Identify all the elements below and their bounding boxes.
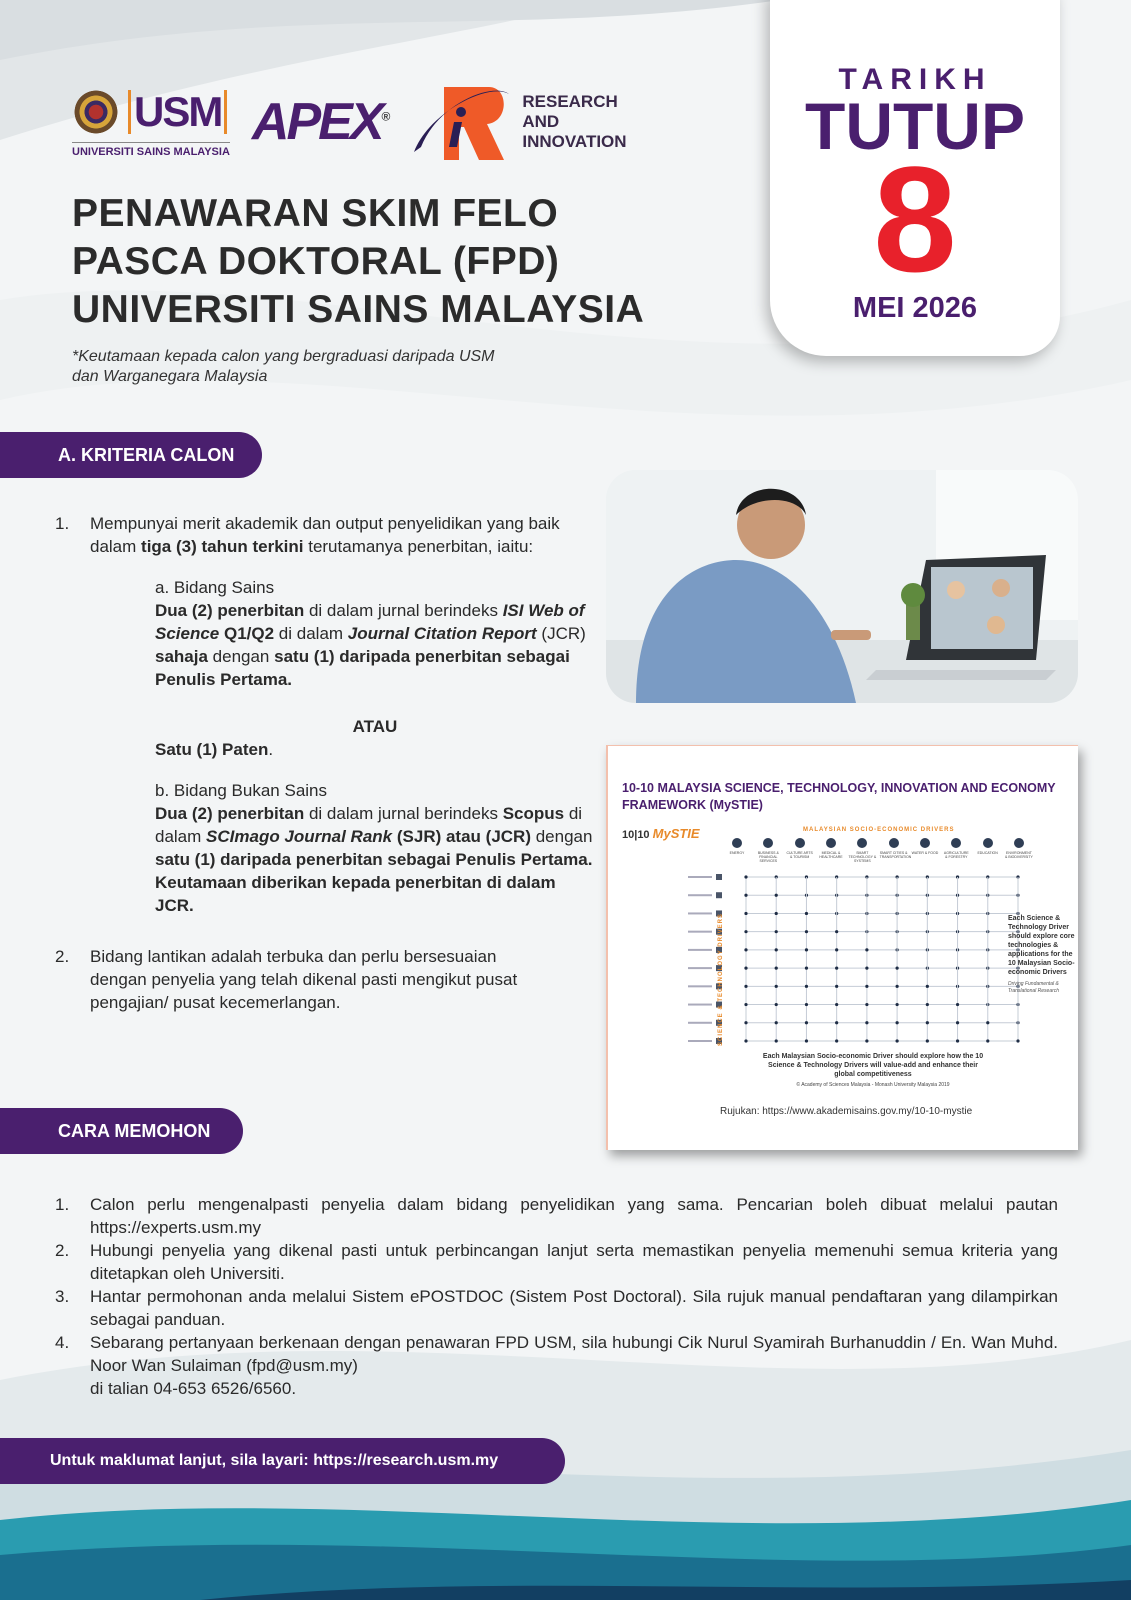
item-text: Hubungi penyelia yang dikenal pasti untuk perbincangan lanjut serta memastikan penyelia memenuhi semua kriteria yang ditetapkan oleh Universiti. [90, 1241, 1058, 1283]
driver-label: SMART CITIES & TRANSPORTATION [879, 851, 912, 859]
st-driver-label [688, 1022, 712, 1024]
grid-node [835, 930, 838, 933]
subheading: b. Bidang Bukan Sains [155, 781, 328, 800]
item-number: 1. [55, 1195, 70, 1214]
list-item [55, 1239, 1058, 1285]
grid-node [926, 985, 929, 988]
st-driver-label [688, 1004, 712, 1006]
grid-node [835, 1003, 838, 1006]
grid-node [896, 985, 899, 988]
st-driver-label [688, 985, 712, 987]
grid-node [775, 1039, 778, 1042]
driver-label: ENERGY [729, 851, 745, 855]
text: dengan [207, 647, 275, 666]
closing-day: 8 [873, 135, 957, 303]
driver-label: AGRICULTURE & FORESTRY [943, 851, 969, 859]
grid-node [835, 1039, 838, 1042]
item-number: 3. [55, 1287, 70, 1306]
logo-bar [72, 82, 627, 162]
grid-node [775, 912, 778, 915]
item-text: Bidang lantikan adalah terbuka dan perlu bersesuaian dengan penyelia yang telah dikenal pasti mengikut pusat pengajian/ pusat kecemerlangan. [90, 947, 518, 1012]
text-bold: Dua (2) penerbitan [155, 601, 305, 620]
grid-node [775, 1021, 778, 1024]
grid-node [744, 948, 747, 951]
text: (JCR) [536, 624, 586, 643]
grid-node [775, 967, 778, 970]
grid-node [835, 985, 838, 988]
drivers-heading: MALAYSIAN SOCIO-ECONOMIC DRIVERS [803, 827, 955, 833]
research-innovation-logo [409, 82, 626, 162]
text-bold: Scopus [502, 804, 565, 823]
footer-banner [0, 1438, 565, 1484]
item-number: 1. [55, 514, 70, 533]
text: dengan [531, 827, 593, 846]
text: di dalam jurnal berindeks [304, 601, 503, 620]
grid-node [926, 1021, 929, 1024]
list-item [55, 1331, 1058, 1400]
grid-node [1016, 1039, 1019, 1042]
grid-node [775, 930, 778, 933]
st-driver-label [688, 949, 712, 951]
closing-label: TARIKH [838, 63, 992, 96]
grid-node [865, 1003, 868, 1006]
st-driver-icon [716, 892, 722, 898]
st-driver-label [688, 931, 712, 933]
list-item [55, 945, 555, 1014]
grid-node [896, 1021, 899, 1024]
grid-node [805, 948, 808, 951]
grid-node [744, 894, 747, 897]
grid-node [835, 967, 838, 970]
driver-label: MEDICAL & HEALTHCARE [819, 851, 843, 859]
note-line: dan Warganegara Malaysia [72, 368, 268, 385]
grid-node [896, 1003, 899, 1006]
item-text: Hantar permohonan anda melalui Sistem ePOSTDOC (Sistem Post Doctoral). Sila rujuk manual pendaftaran yang dilampirkan sebagai panduan. [90, 1287, 1058, 1329]
grid-node [926, 1003, 929, 1006]
text-bold: Q1/Q2 [219, 624, 275, 643]
apply-steps-list [55, 1193, 1058, 1400]
apex-wordmark: APEX [251, 93, 382, 151]
item-text [90, 512, 595, 558]
ri-line: RESEARCH [522, 92, 618, 111]
text-bold: Dua (2) penerbitan [155, 804, 305, 823]
grid-node [865, 967, 868, 970]
driver-label: SMART TECHNOLOGY & SYSTEMS [848, 851, 877, 863]
grid-node [865, 985, 868, 988]
apex-logo [252, 92, 387, 152]
mystie-framework-figure [606, 745, 1078, 1150]
grid-node [956, 1021, 959, 1024]
grid-node [744, 1039, 747, 1042]
grid-node [956, 1003, 959, 1006]
text-bold-italic: Journal Citation Report [347, 624, 537, 643]
priority-note [72, 347, 495, 387]
logo-number: 10|10 [622, 829, 650, 841]
grid-node [744, 1021, 747, 1024]
text: di dalam jurnal berindeks [304, 804, 503, 823]
st-driver-label [688, 967, 712, 969]
grid-node [805, 912, 808, 915]
text-bold: satu (1) daripada penerbitan sebagai Penulis Pertama. Keutamaan diberikan kepada penerbitan di dalam JCR. [155, 850, 593, 915]
grid-node [805, 1003, 808, 1006]
item-text: Sebarang pertanyaan berkenaan dengan penawaran FPD USM, sila hubungi Cik Nurul Syamirah Burhanuddin / En. Wan Muhd. Noor Wan Sulaiman (fpd@usm.my) [90, 1333, 1058, 1375]
text-bold: satu (1) daripada penerbitan sebagai Penulis Pertama. [155, 647, 570, 689]
ri-line: AND [522, 112, 560, 131]
grid-node [805, 985, 808, 988]
text: Mempunyai merit akademik dan output penyelidikan yang baik dalam [90, 514, 560, 556]
grid-node [865, 948, 868, 951]
non-science-field [155, 779, 595, 917]
title-line: PENAWARAN SKIM FELO [72, 192, 559, 235]
grid-node [986, 1021, 989, 1024]
text: di dalam [274, 624, 348, 643]
st-driver-label [688, 876, 712, 878]
text: terutamanya penerbitan, iaitu: [303, 537, 534, 556]
item-number: 4. [55, 1333, 70, 1352]
framework-side-note: Each Science & Technology Driver should explore core technologies & applications for the 10 Malaysian Socio-economic Drivers [1008, 915, 1075, 976]
item-number: 2. [55, 1241, 70, 1260]
framework-copyright: © Academy of Sciences Malaysia - Monash University Malaysia 2019 [796, 1082, 950, 1088]
driver-label: ENVIRONMENT & BIODIVERSITY [1005, 851, 1033, 859]
driver-label: BUSINESS & FINANCIAL SERVICES [757, 851, 779, 863]
footer-text[interactable]: Untuk maklumat lanjut, sila layari: https://research.usm.my [50, 1452, 499, 1469]
grid-node [744, 1003, 747, 1006]
grid-node [865, 1039, 868, 1042]
text-bold: sahaja [155, 647, 208, 666]
grid-node [835, 948, 838, 951]
logo-stie: STIE [670, 826, 700, 841]
science-field [155, 576, 595, 761]
item-text: di talian 04-653 6526/6560. [90, 1379, 297, 1398]
driver-label: CULTURE ARTS & TOURISM [786, 851, 813, 859]
closing-date-card [770, 0, 1060, 356]
grid-node [986, 1039, 989, 1042]
driver-label: WATER & FOOD [911, 851, 939, 855]
researcher-photo [606, 470, 1078, 703]
grid-node [775, 894, 778, 897]
grid-node [805, 930, 808, 933]
subheading: a. Bidang Sains [155, 578, 275, 597]
text: . [268, 740, 274, 759]
grid-node [896, 1039, 899, 1042]
text-bold-italic: SCImago Journal Rank [206, 827, 393, 846]
item-number: 2. [55, 947, 70, 966]
st-driver-label [688, 894, 712, 896]
closing-label-2: TUTUP [805, 89, 1025, 163]
st-drivers-label: SCIENCE & TECHNOLOGY DRIVERS [718, 913, 724, 1046]
logo-my: My [652, 826, 671, 841]
note-line: *Keutamaan kepada calon yang bergraduasi daripada USM [72, 348, 495, 365]
grid-node [744, 875, 747, 878]
section-heading-text: CARA MEMOHON [58, 1120, 211, 1141]
framework-side-note-2: Driving Fundamental & Translational Research [1008, 981, 1060, 994]
grid-node [835, 1021, 838, 1024]
grid-node [744, 930, 747, 933]
grid-node [775, 985, 778, 988]
registered-mark: ® [381, 109, 388, 124]
ri-emblem-icon [409, 82, 514, 162]
grid-node [956, 1039, 959, 1042]
grid-node [805, 1021, 808, 1024]
person-writing-laptop-image [606, 470, 1078, 703]
title-line: UNIVERSITI SAINS MALAYSIA [72, 288, 645, 331]
usm-logo [72, 86, 230, 158]
framework-title: 10-10 MALAYSIA SCIENCE, TECHNOLOGY, INNOVATION AND ECONOMY FRAMEWORK (MySTIE) [622, 781, 1056, 812]
grid-node [775, 1003, 778, 1006]
usm-crest-icon [72, 86, 120, 138]
criteria-list [55, 512, 595, 1014]
closing-month-year: MEI 2026 [852, 292, 978, 324]
driver-label: EDUCATION [977, 851, 998, 855]
grid-node [865, 1021, 868, 1024]
usm-wordmark: USM [128, 90, 227, 134]
grid-node [744, 985, 747, 988]
ri-line: INNOVATION [522, 132, 627, 151]
text-bold: (SJR) atau (JCR) [392, 827, 531, 846]
section-heading-criteria [0, 432, 262, 478]
page-title [72, 190, 644, 334]
grid-node [896, 967, 899, 970]
list-item [55, 1285, 1058, 1331]
text: di dalam [155, 804, 583, 846]
or-divider: ATAU [352, 717, 398, 736]
text-bold-italic: ISI Web of Science [155, 601, 585, 643]
item-text: Calon perlu mengenalpasti penyelia dalam bidang penyelidikan yang sama. Pencarian boleh dibuat melalui pautan https://experts.usm.my [90, 1195, 1058, 1237]
grid-node [926, 1039, 929, 1042]
text-bold: Satu (1) Paten [155, 740, 269, 759]
st-driver-icon [716, 874, 722, 880]
text-bold: tiga (3) tahun terkini [141, 537, 304, 556]
list-item [55, 1193, 1058, 1239]
grid-node [744, 967, 747, 970]
st-driver-label [688, 1040, 712, 1042]
usm-name: UNIVERSITI SAINS MALAYSIA [72, 142, 230, 158]
framework-caption: Each Malaysian Socio-economic Driver should explore how the 10 Science & Technology Drivers will value-add and enhance their global competitiveness [762, 1053, 984, 1078]
framework-reference: Rujukan: https://www.akademisains.gov.my/10-10-mystie [720, 1106, 973, 1117]
grid-node [805, 1039, 808, 1042]
list-item [55, 512, 595, 917]
section-heading-text: A. KRITERIA CALON [58, 444, 235, 465]
grid-node [775, 948, 778, 951]
grid-node [805, 967, 808, 970]
section-heading-apply [0, 1108, 243, 1154]
title-line: PASCA DOKTORAL (FPD) [72, 240, 560, 283]
grid-node [744, 912, 747, 915]
st-driver-label [688, 912, 712, 914]
